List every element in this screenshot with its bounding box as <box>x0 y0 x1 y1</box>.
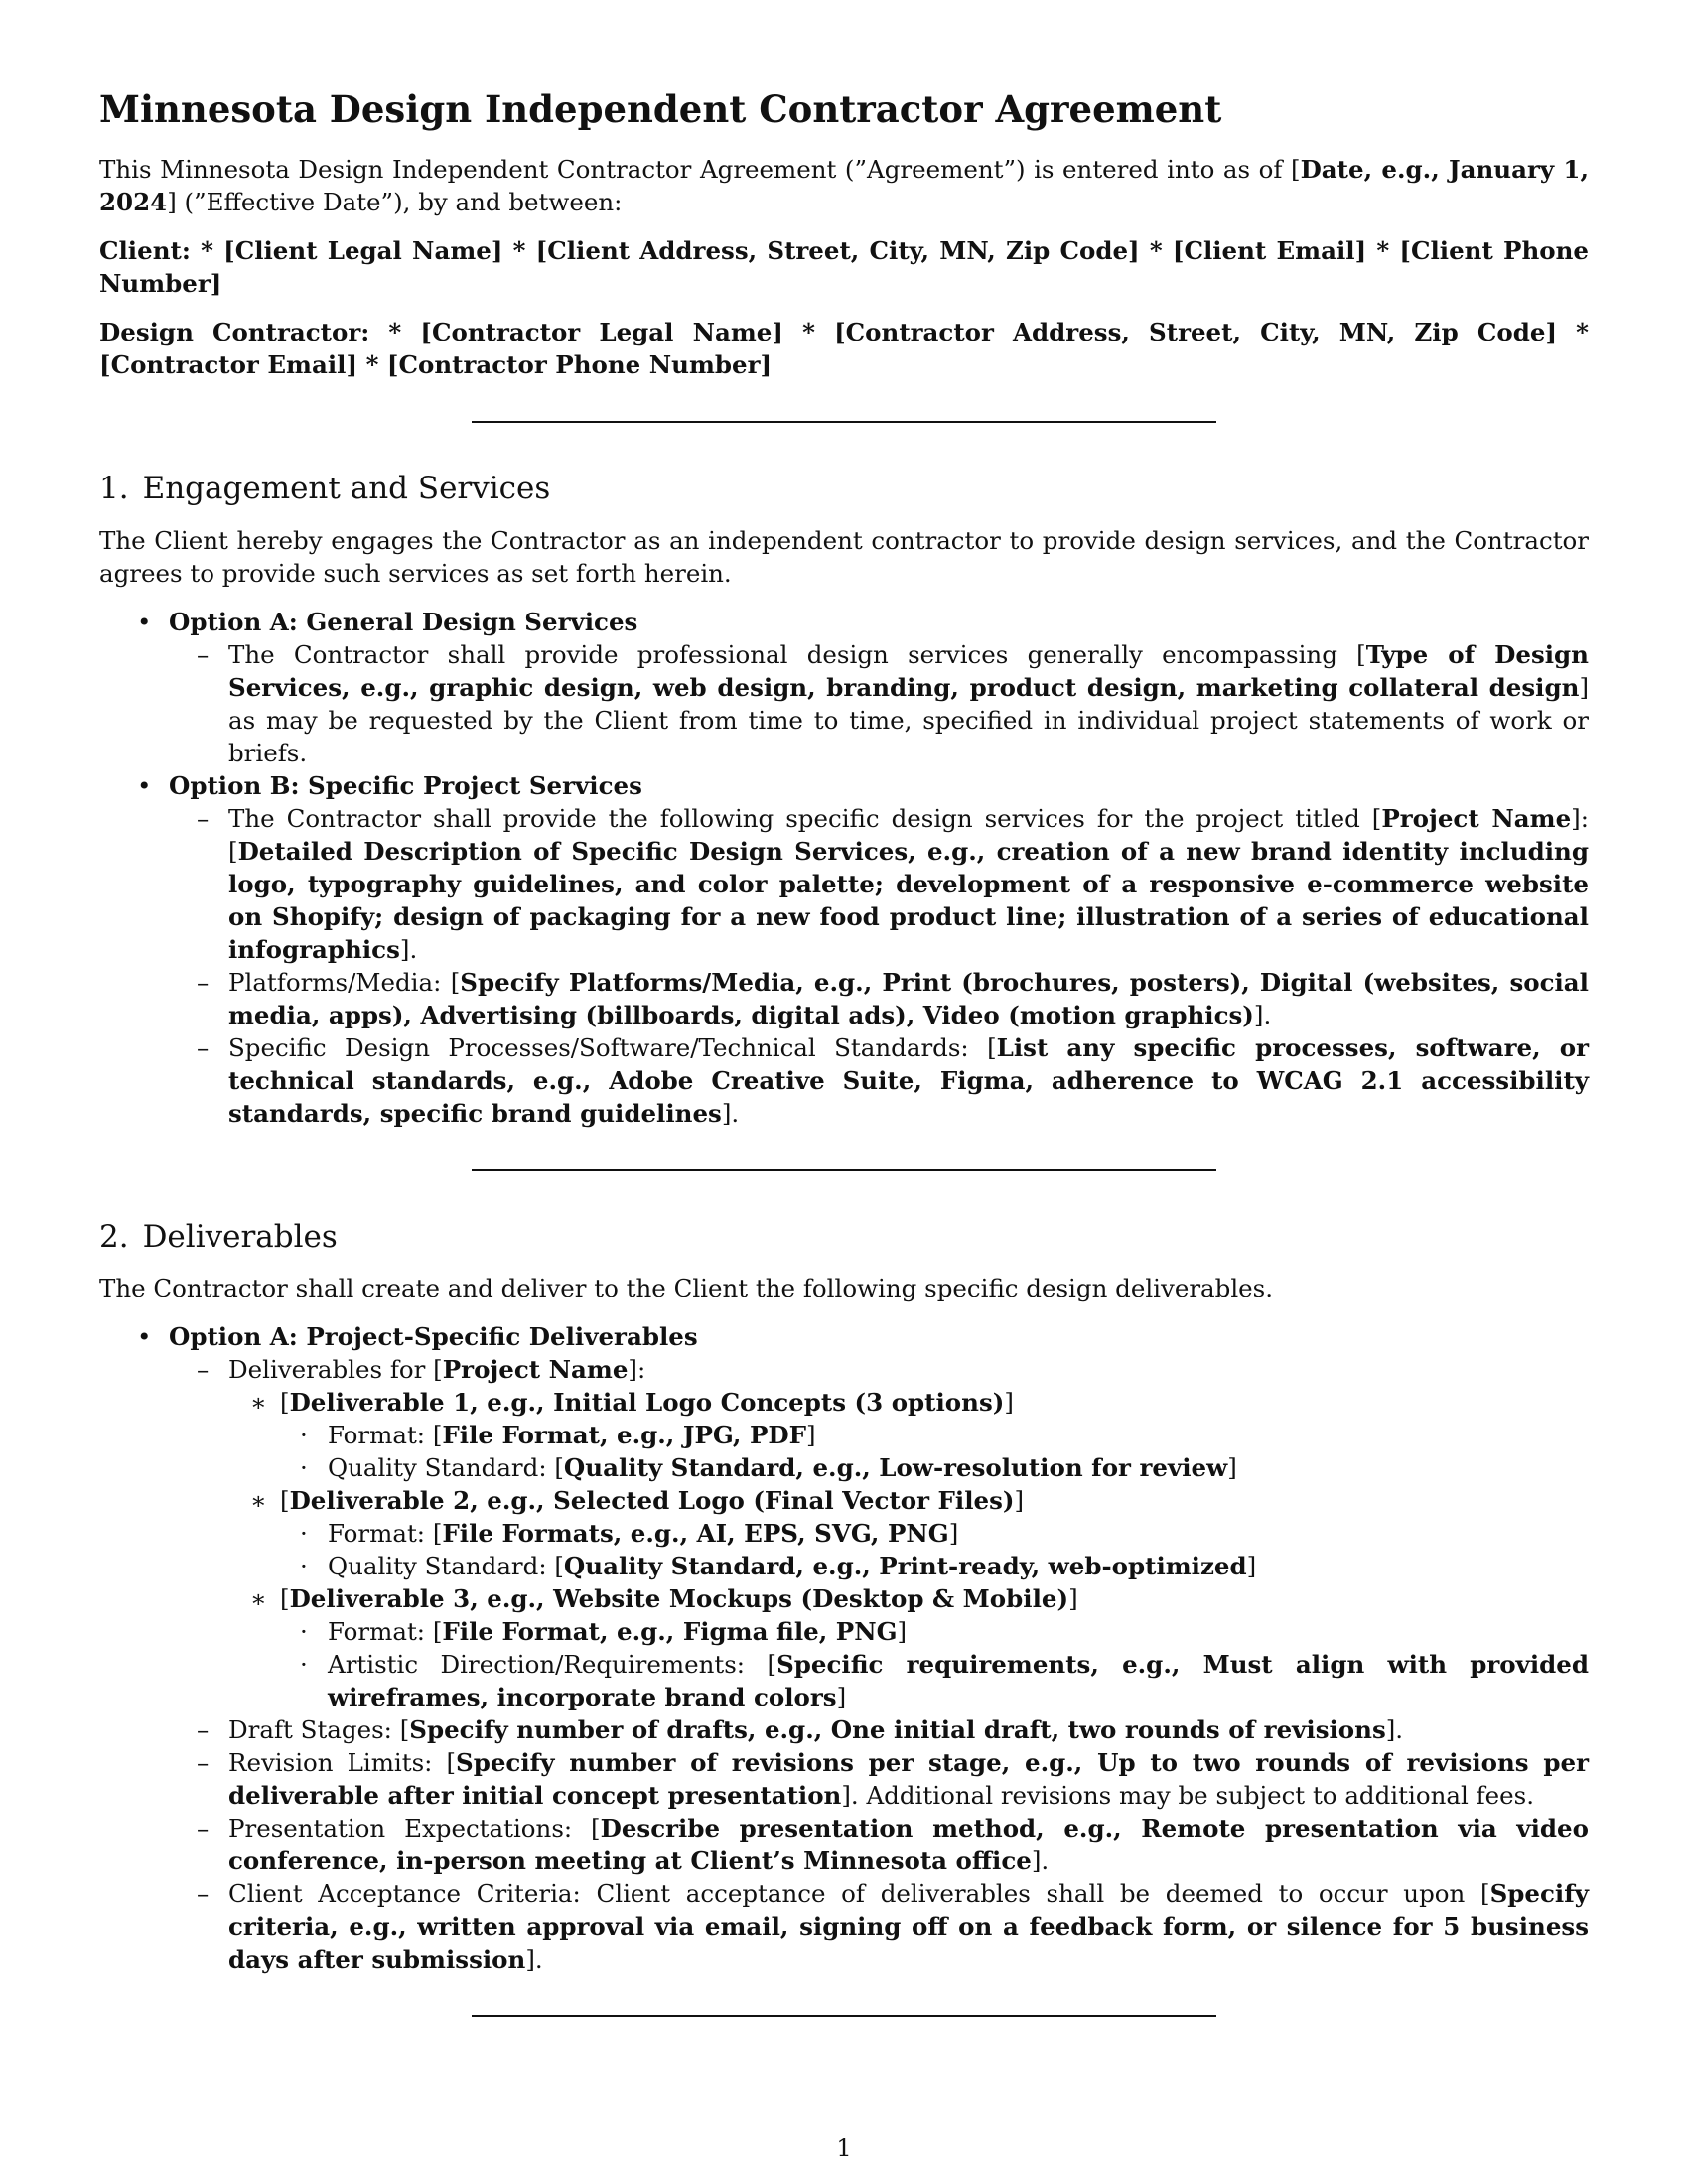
list-item: • Option A: General Design Services – The Contractor shall provide professional design services generally encompassing [Type of Design Services, e.g., graphic design, web design, branding, product design, marketing collateral design] as may be requested by the Client from time to time, specified in individual project statements of work or briefs. <box>137 607 1589 767</box>
section-intro: The Client hereby engages the Contractor as an independent contractor to provide design services, and the Contractor agrees to provide such services as set forth herein. <box>99 525 1589 588</box>
dash-icon: – <box>197 1354 210 1384</box>
document-page <box>99 87 1589 2065</box>
list-item: · Quality Standard: [Quality Standard, e.g., Low-resolution for review] <box>300 1452 1237 1482</box>
dash-icon: – <box>197 1032 210 1062</box>
asterisk-icon: ∗ <box>250 1583 267 1613</box>
list-item: – Revision Limits: [Specify number of revisions per stage, e.g., Up to two rounds of revisions per deliverable after initial concept presentation]. Additional revisions may be subject to additional fees. <box>197 1747 1589 1810</box>
bullet-icon: • <box>137 607 152 636</box>
contractor-block: Design Contractor: * [Contractor Legal Name] * [Contractor Address, Street, City, MN, Zip Code] * [Contractor Email] * [Contractor Phone Number] <box>99 318 1589 380</box>
dot-icon: · <box>300 1452 308 1482</box>
list-item: • Option A: Project-Specific Deliverables – Deliverables for [Project Name]: ∗ [Deliverable 1, e.g., Initial Logo Concepts (3 options)] · Format: [File Format, e.g., JPG, PDF] · Quality Standard: [Quality Standard, e.g., Low-resolution for review] ∗ [Deliverable 2, e.g., Selected Logo (Final Vector Files)] · Format: [File Formats, e.g., AI, EPS, SVG, PNG] · Quality Standard: [Quality Standard, e.g., Print-ready, web-optimized] ∗ [Deliverable 3, e.g., Website Mockups (Desktop & Mobile)] · Format: [File Format, e.g., Figma file, PNG] · Artistic Direction/Requirements: [Specific requirements, e.g., Must align with provided wireframes, incorporate brand colors] – Draft Stages: [Specify number of drafts, e.g., One initial draft, two rounds of revisions]. – Revision Limits: [Specify number of revisions per stage, e.g., Up to two rounds of revisions per deliverable after initial concept presentation]. Additional revisions may be subject to additional fees. – Presentation Expectations: [Describe presentation method, e.g., Remote presentation via video conference, in-person meeting at Client’s Minnesota office]. – Client Acceptance Criteria: Client acceptance of deliverables shall be deemed to occur upon [Specify criteria, e.g., written approval via email, signing off on a feedback form, or silence for 5 business days after submission]. <box>137 1321 1589 1974</box>
asterisk-icon: ∗ <box>250 1387 267 1417</box>
section-intro: The Contractor shall create and deliver to the Client the following specific design deliverables. <box>99 1273 1274 1302</box>
list-item: · Artistic Direction/Requirements: [Specific requirements, e.g., Must align with provided wireframes, incorporate brand colors] <box>300 1649 1589 1711</box>
dash-icon: – <box>197 803 210 833</box>
list-item: – Client Acceptance Criteria: Client acceptance of deliverables shall be deemed to occur upon [Specify criteria, e.g., written approval via email, signing off on a feedback form, or silence for 5 business days after submission]. <box>197 1878 1589 1974</box>
dash-icon: – <box>197 1813 210 1843</box>
page-number: 1 <box>836 2134 852 2162</box>
list-item: – Specific Design Processes/Software/Technical Standards: [List any specific processes, software, or technical standards, e.g., Adobe Creative Suite, Figma, adherence to WCAG 2.1 accessibility standards, specific brand guidelines]. <box>197 1032 1589 1128</box>
list-item: · Format: [File Format, e.g., Figma file, PNG] <box>300 1616 908 1646</box>
list-item: – The Contractor shall provide professional design services generally encompassing [Type of Design Services, e.g., graphic design, web design, branding, product design, marketing collateral design] as may be requested by the Client from time to time, specified in individual project statements of work or briefs. <box>197 639 1589 767</box>
list-item: – Presentation Expectations: [Describe presentation method, e.g., Remote presentation via video conference, in-person meeting at Client’s Minnesota office]. <box>197 1813 1589 1875</box>
dash-icon: – <box>197 1878 210 1908</box>
list-item: – Draft Stages: [Specify number of drafts, e.g., One initial draft, two rounds of revisions]. <box>197 1714 1404 1744</box>
dash-icon: – <box>197 1714 210 1744</box>
list-item: – The Contractor shall provide the following specific design services for the project titled [Project Name]: [Detailed Description of Specific Design Services, e.g., creation of a new brand identity including logo, typography guidelines, and color palette; development of a responsive e-commerce website on Shopify; design of packaging for a new food product line; illustration of a series of educational infographics]. <box>197 803 1589 964</box>
list-item: – Platforms/Media: [Specify Platforms/Media, e.g., Print (brochures, posters), Digital (websites, social media, apps), Advertising (billboards, digital ads), Video (motion graphics)]. <box>197 967 1589 1029</box>
section-divider <box>472 2015 1216 2017</box>
dot-icon: · <box>300 1649 308 1679</box>
dot-icon: · <box>300 1616 308 1646</box>
section-heading: 2. Deliverables <box>99 1218 338 1255</box>
section-divider <box>472 421 1216 423</box>
dot-icon: · <box>300 1551 308 1580</box>
list-item: • Option B: Specific Project Services – The Contractor shall provide the following specific design services for the project titled [Project Name]: [Detailed Description of Specific Design Services, e.g., creation of a new brand identity including logo, typography guidelines, and color palette; development of a responsive e-commerce website on Shopify; design of packaging for a new food product line; illustration of a series of educational infographics]. – Platforms/Media: [Specify Platforms/Media, e.g., Print (brochures, posters), Digital (websites, social media, apps), Advertising (billboards, digital ads), Video (motion graphics)]. – Specific Design Processes/Software/Technical Standards: [List any specific processes, software, or technical standards, e.g., Adobe Creative Suite, Figma, adherence to WCAG 2.1 accessibility standards, specific brand guidelines]. <box>137 770 1589 1128</box>
bullet-icon: • <box>137 770 152 800</box>
dash-icon: – <box>197 1747 210 1777</box>
list-item: · Format: [File Formats, e.g., AI, EPS, SVG, PNG] <box>300 1518 959 1548</box>
section-divider <box>472 1169 1216 1171</box>
asterisk-icon: ∗ <box>250 1485 267 1515</box>
list-item: – Deliverables for [Project Name]: ∗ [Deliverable 1, e.g., Initial Logo Concepts (3 options)] · Format: [File Format, e.g., JPG, PDF] · Quality Standard: [Quality Standard, e.g., Low-resolution for review] ∗ [Deliverable 2, e.g., Selected Logo (Final Vector Files)] · Format: [File Formats, e.g., AI, EPS, SVG, PNG] · Quality Standard: [Quality Standard, e.g., Print-ready, web-optimized] ∗ [Deliverable 3, e.g., Website Mockups (Desktop & Mobile)] · Format: [File Format, e.g., Figma file, PNG] · Artistic Direction/Requirements: [Specific requirements, e.g., Must align with provided wireframes, incorporate brand colors] <box>197 1354 1589 1711</box>
client-block: Client: * [Client Legal Name] * [Client Address, Street, City, MN, Zip Code] * [Client Email] * [Client Phone Number] <box>99 236 1589 299</box>
document-title: Minnesota Design Independent Contractor Agreement <box>99 87 1222 131</box>
dash-icon: – <box>197 967 210 997</box>
options-list <box>99 1320 1589 1976</box>
dash-icon: – <box>197 639 210 669</box>
section-heading: 1. Engagement and Services <box>99 471 551 507</box>
list-item: · Quality Standard: [Quality Standard, e.g., Print-ready, web-optimized] <box>300 1551 1257 1580</box>
options-list <box>99 606 1589 1130</box>
deliverable-item: ∗ [Deliverable 1, e.g., Initial Logo Concepts (3 options)] · Format: [File Format, e.g., JPG, PDF] · Quality Standard: [Quality Standard, e.g., Low-resolution for review] <box>228 1386 1589 1484</box>
effective-date-placeholder: Date, e.g., January 1, 2024 <box>99 155 1589 217</box>
bullet-icon: • <box>137 1321 152 1351</box>
dot-icon: · <box>300 1518 308 1548</box>
list-item: · Format: [File Format, e.g., JPG, PDF] <box>300 1420 816 1449</box>
dot-icon: · <box>300 1420 308 1449</box>
deliverable-item: ∗ [Deliverable 2, e.g., Selected Logo (Final Vector Files)] · Format: [File Formats, e.g., AI, EPS, SVG, PNG] · Quality Standard: [Quality Standard, e.g., Print-ready, web-optimized] <box>228 1484 1589 1582</box>
intro-paragraph: This Minnesota Design Independent Contractor Agreement (”Agreement”) is entered into as of [Date, e.g., January 1, 2024] (”Effective Date”), by and between: <box>99 155 1589 217</box>
deliverable-item: ∗ [Deliverable 3, e.g., Website Mockups (Desktop & Mobile)] · Format: [File Format, e.g., Figma file, PNG] · Artistic Direction/Requirements: [Specific requirements, e.g., Must align with provided wireframes, incorporate brand colors] <box>250 1583 1589 1711</box>
